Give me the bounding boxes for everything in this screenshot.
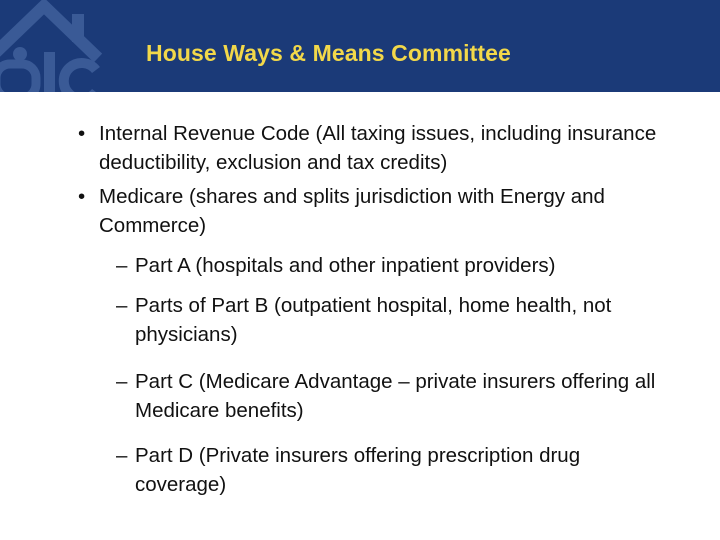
sub-item-dash: –	[116, 444, 128, 467]
sub-item-dash: –	[116, 294, 128, 317]
sub-item	[116, 291, 676, 349]
sub-item	[116, 441, 676, 499]
bullet-mark: •	[78, 185, 86, 208]
sub-item-text: Parts of Part B (outpatient hospital, home health, not physicians)	[135, 294, 612, 346]
sub-item-text: Part C (Medicare Advantage – private insurers offering all Medicare benefits)	[135, 370, 656, 422]
bullet-text: Medicare (shares and splits jurisdiction with Energy and Commerce)	[99, 185, 605, 237]
slide-title: House Ways & Means Committee	[146, 40, 511, 66]
sub-item	[116, 251, 676, 280]
bullet-text: Internal Revenue Code (All taxing issues, including insurance deductibility, exclusion and tax credits)	[99, 122, 657, 174]
sub-item-dash: –	[116, 254, 128, 277]
sub-item-text: Part A (hospitals and other inpatient providers)	[135, 254, 556, 277]
bullet-item	[78, 182, 708, 240]
bullet-item	[78, 119, 708, 177]
sub-item-dash: –	[116, 370, 128, 393]
sub-item	[116, 367, 676, 425]
bullet-mark: •	[78, 122, 86, 145]
sub-item-text: Part D (Private insurers offering prescription drug coverage)	[135, 444, 581, 496]
